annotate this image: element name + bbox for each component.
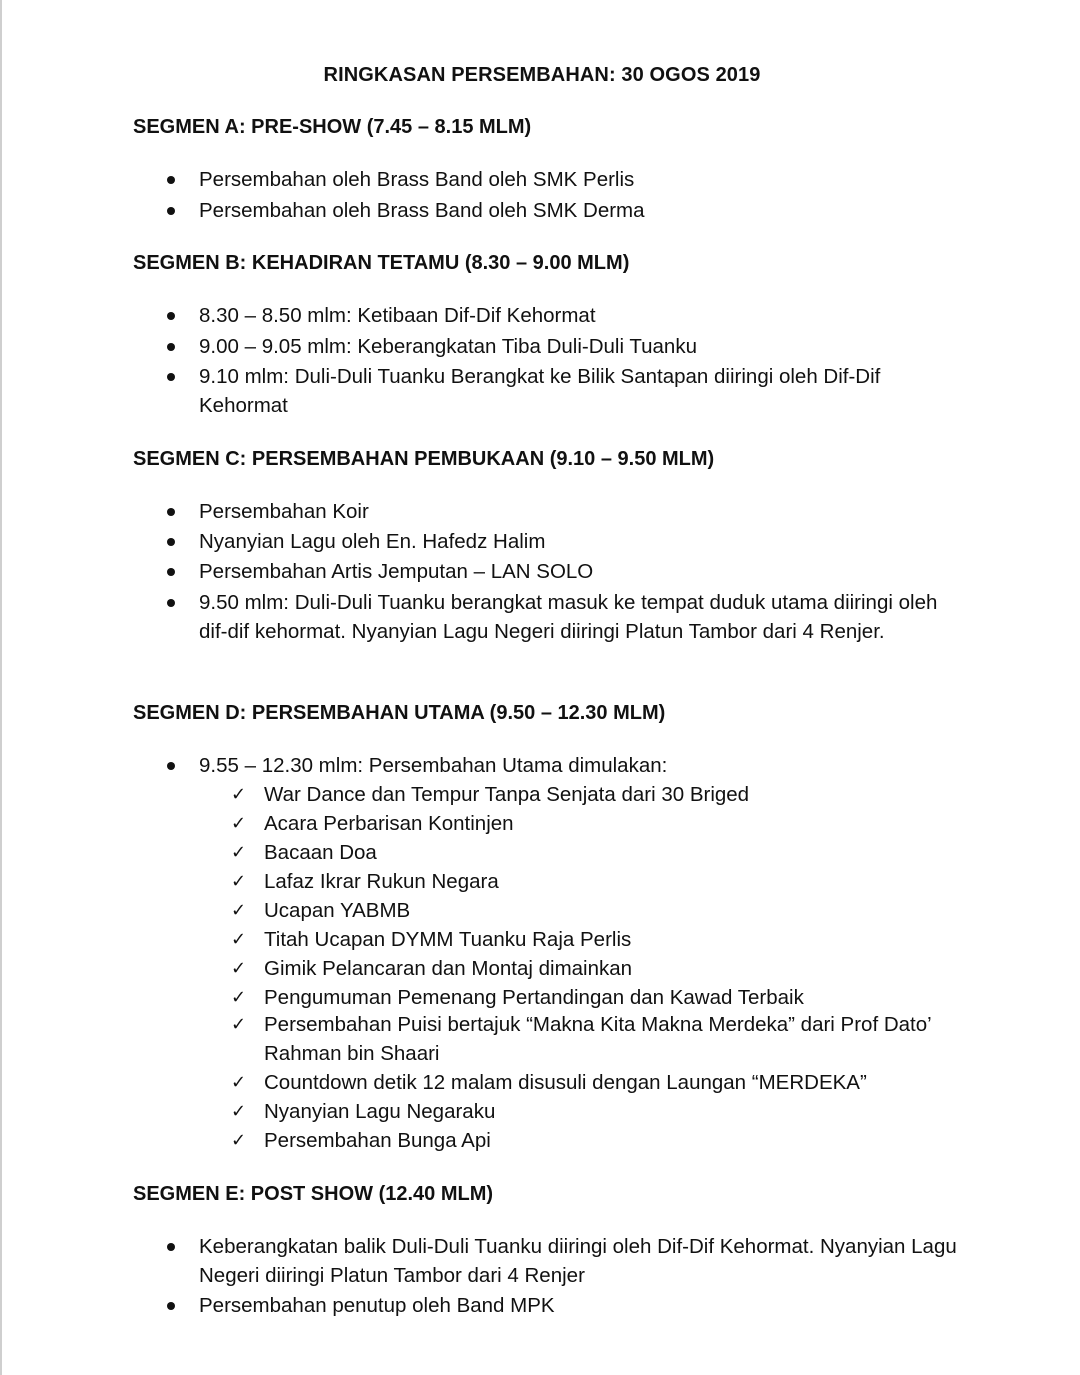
bullet-icon (167, 207, 175, 215)
bullet-icon (167, 373, 175, 381)
segment-c-item: Persembahan Koir (199, 497, 969, 526)
document-title: RINGKASAN PERSEMBAHAN: 30 OGOS 2019 (323, 64, 761, 86)
bullet-icon (167, 599, 175, 607)
segment-b-item: 9.00 – 9.05 mlm: Keberangkatan Tiba Duli-Duli Tuanku (199, 332, 969, 361)
segment-a-heading: SEGMEN A: PRE-SHOW (7.45 – 8.15 MLM) (133, 116, 532, 138)
segment-d-item: 9.55 – 12.30 mlm: Persembahan Utama dimulakan: (199, 751, 969, 780)
bullet-icon (167, 176, 175, 184)
bullet-icon (167, 1243, 175, 1251)
segment-c-item: Nyanyian Lagu oleh En. Hafedz Halim (199, 527, 969, 556)
segment-d-check-item: ✓ War Dance dan Tempur Tanpa Senjata dari 30 Briged (264, 780, 964, 809)
segment-d-heading: SEGMEN D: PERSEMBAHAN UTAMA (9.50 – 12.30 MLM) (133, 702, 666, 724)
checkmark-icon: ✓ (231, 958, 247, 979)
checkmark-icon: ✓ (231, 784, 247, 805)
segment-d-check-item: ✓ Countdown detik 12 malam disusuli dengan Laungan “MERDEKA” (264, 1068, 964, 1097)
checkmark-icon: ✓ (231, 1014, 247, 1035)
checkmark-icon: ✓ (231, 1101, 247, 1122)
checkmark-icon: ✓ (231, 1072, 247, 1093)
segment-e-item: Persembahan penutup oleh Band MPK (199, 1291, 969, 1320)
checkmark-icon: ✓ (231, 929, 247, 950)
segment-d-check-item: ✓ Pengumuman Pemenang Pertandingan dan Kawad Terbaik (264, 983, 964, 1012)
segment-a-item: Persembahan oleh Brass Band oleh SMK Perlis (199, 165, 969, 194)
segment-b-heading: SEGMEN B: KEHADIRAN TETAMU (8.30 – 9.00 MLM) (133, 252, 630, 274)
bullet-icon (167, 1302, 175, 1310)
segment-d-check-item: ✓ Nyanyian Lagu Negaraku (264, 1097, 964, 1126)
segment-e-item: Keberangkatan balik Duli-Duli Tuanku diiringi oleh Dif-Dif Kehormat. Nyanyian Lagu Negeri diiringi Platun Tambor dari 4 Renjer (199, 1232, 964, 1290)
segment-d-check-item: ✓ Persembahan Bunga Api (264, 1126, 964, 1155)
segment-d-check-item: ✓ Bacaan Doa (264, 838, 964, 867)
checkmark-icon: ✓ (231, 1130, 247, 1151)
checkmark-icon: ✓ (231, 813, 247, 834)
segment-b-item: 8.30 – 8.50 mlm: Ketibaan Dif-Dif Kehormat (199, 301, 969, 330)
checkmark-icon: ✓ (231, 900, 247, 921)
bullet-icon (167, 568, 175, 576)
bullet-icon (167, 762, 175, 770)
segment-a-item: Persembahan oleh Brass Band oleh SMK Derma (199, 196, 969, 225)
segment-d-check-item: ✓ Titah Ucapan DYMM Tuanku Raja Perlis (264, 925, 964, 954)
segment-d-check-item: ✓ Persembahan Puisi bertajuk “Makna Kita Makna Merdeka” dari Prof Dato’ Rahman bin Shaari (264, 1010, 944, 1068)
segment-c-heading: SEGMEN C: PERSEMBAHAN PEMBUKAAN (9.10 – 9.50 MLM) (133, 448, 715, 470)
bullet-icon (167, 312, 175, 320)
segment-b-item: 9.10 mlm: Duli-Duli Tuanku Berangkat ke Bilik Santapan diiringi oleh Dif-Dif Kehormat (199, 362, 939, 420)
bullet-icon (167, 343, 175, 351)
segment-c-item: Persembahan Artis Jemputan – LAN SOLO (199, 557, 969, 586)
segment-d-check-item: ✓ Ucapan YABMB (264, 896, 964, 925)
checkmark-icon: ✓ (231, 871, 247, 892)
segment-c-item: 9.50 mlm: Duli-Duli Tuanku berangkat masuk ke tempat duduk utama diiringi oleh dif-dif kehormat. Nyanyian Lagu Negeri diiringi Platun Tambor dari 4 Renjer. (199, 588, 949, 646)
segment-d-check-item: ✓ Acara Perbarisan Kontinjen (264, 809, 964, 838)
bullet-icon (167, 538, 175, 546)
segment-d-check-item: ✓ Lafaz Ikrar Rukun Negara (264, 867, 964, 896)
checkmark-icon: ✓ (231, 842, 247, 863)
bullet-icon (167, 508, 175, 516)
checkmark-icon: ✓ (231, 987, 247, 1008)
segment-e-heading: SEGMEN E: POST SHOW (12.40 MLM) (133, 1183, 494, 1205)
segment-d-check-item: ✓ Gimik Pelancaran dan Montaj dimainkan (264, 954, 964, 983)
